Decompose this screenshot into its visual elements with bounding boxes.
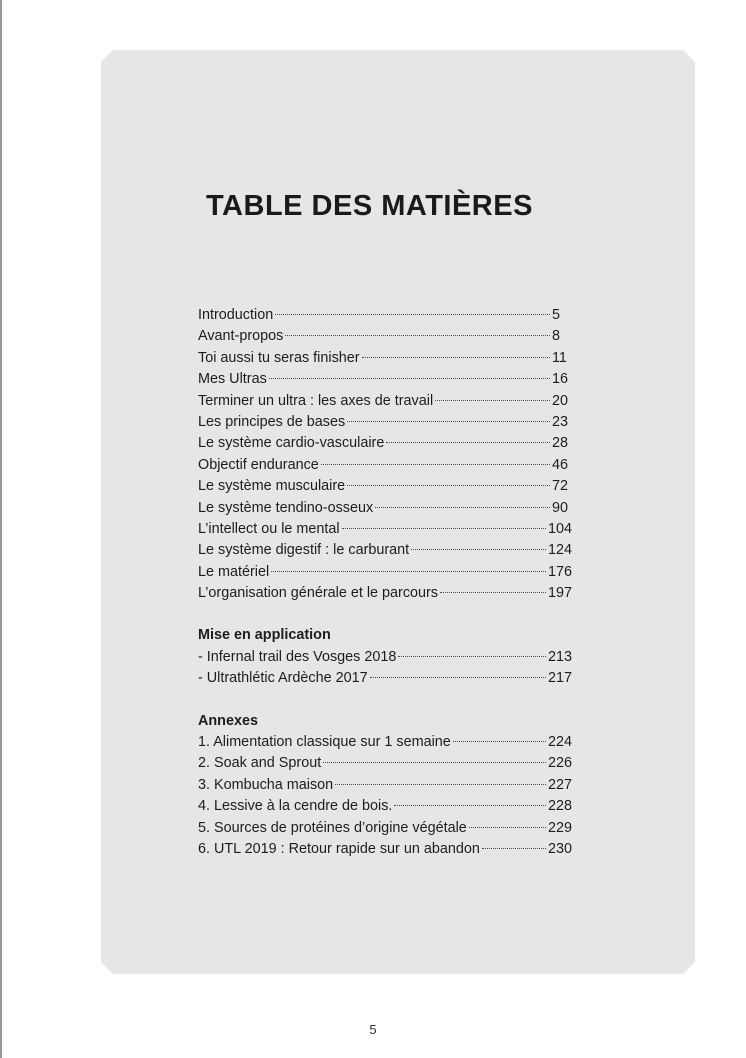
toc-application-list: [198, 647, 572, 690]
toc-entry: [198, 796, 572, 817]
toc-entry-label: - Ultrathlétic Ardèche 2017: [198, 670, 368, 687]
toc-entry-label: Le système cardio-vasculaire: [198, 435, 385, 452]
table-of-contents: [198, 305, 572, 860]
toc-entry: [198, 476, 572, 497]
toc-entry-page: 72: [552, 478, 569, 495]
toc-entry: [198, 391, 572, 412]
dot-leader: [271, 571, 546, 572]
toc-entry-page: 227: [547, 776, 572, 793]
toc-entry-label: Les principes de bases: [198, 413, 346, 430]
toc-entry-label: Objectif endurance: [198, 456, 319, 473]
toc-entry: [198, 647, 572, 668]
dot-leader: [370, 677, 546, 678]
toc-entry-page: 46: [552, 456, 569, 473]
toc-entry-page: 228: [547, 798, 572, 815]
toc-entry-page: 229: [547, 819, 572, 836]
section-heading-annexes: Annexes: [198, 712, 258, 729]
dot-leader: [394, 805, 546, 806]
toc-entry-label: Terminer un ultra : les axes de travail: [198, 392, 434, 409]
toc-entry-label: Le système tendino-osseux: [198, 499, 374, 516]
toc-entry-page: 230: [547, 840, 572, 857]
toc-entry: [198, 498, 572, 519]
toc-entry: [198, 583, 572, 604]
dot-leader: [453, 741, 546, 742]
toc-entry-label: Le système digestif : le carburant: [198, 542, 410, 559]
dot-leader: [335, 784, 546, 785]
toc-entry: [198, 433, 572, 454]
toc-entry-page: 217: [547, 670, 572, 687]
dot-leader: [342, 528, 546, 529]
dot-leader: [386, 442, 550, 443]
toc-entry: [198, 668, 572, 689]
toc-entry: [198, 839, 572, 860]
toc-entry-label: 4. Lessive à la cendre de bois.: [198, 798, 393, 815]
dot-leader: [269, 378, 550, 379]
dot-leader: [398, 656, 546, 657]
toc-entry-label: Toi aussi tu seras finisher: [198, 349, 360, 366]
toc-entry: [198, 540, 572, 561]
dot-leader: [323, 762, 546, 763]
toc-entry-page: 176: [547, 563, 572, 580]
toc-entry: [198, 348, 572, 369]
toc-entry: [198, 818, 572, 839]
toc-entry-page: 124: [547, 542, 572, 559]
page-title: TABLE DES MATIÈRES: [206, 190, 533, 222]
dot-leader: [275, 314, 550, 315]
toc-entry-page: 20: [552, 392, 569, 409]
toc-entry-page: 23: [552, 413, 569, 430]
toc-entry-label: 2. Soak and Sprout: [198, 755, 322, 772]
toc-entry-page: 16: [552, 371, 569, 388]
dot-leader: [435, 400, 550, 401]
toc-entry-label: Le matériel: [198, 563, 270, 580]
toc-entry-page: 104: [547, 520, 572, 537]
toc-entry-label: Le système musculaire: [198, 478, 346, 495]
page-edge: [0, 0, 2, 1058]
toc-entry: [198, 562, 572, 583]
toc-entry: [198, 732, 572, 753]
dot-leader: [411, 549, 546, 550]
toc-entry-page: 11: [552, 349, 567, 366]
toc-entry: [198, 326, 572, 347]
dot-leader: [440, 592, 546, 593]
section-heading-application: Mise en application: [198, 627, 331, 644]
dot-leader: [285, 335, 550, 336]
toc-entry-label: 3. Kombucha maison: [198, 776, 334, 793]
toc-entry-label: 5. Sources de protéines d’origine végétale: [198, 819, 467, 836]
toc-entry-page: 28: [552, 435, 569, 452]
toc-entry: [198, 369, 572, 390]
dot-leader: [347, 421, 550, 422]
toc-entry-page: 226: [547, 755, 572, 772]
toc-entry: [198, 455, 572, 476]
toc-entry-label: - Infernal trail des Vosges 2018: [198, 648, 397, 665]
dot-leader: [347, 485, 550, 486]
toc-entry-page: 8: [552, 328, 561, 345]
dot-leader: [375, 507, 550, 508]
dot-leader: [362, 357, 550, 358]
dot-leader: [482, 848, 546, 849]
toc-entry-label: L’organisation générale et le parcours: [198, 585, 439, 602]
toc-entry: [198, 305, 572, 326]
page-number: 5: [369, 1022, 377, 1037]
dot-leader: [469, 827, 546, 828]
toc-entry: [198, 753, 572, 774]
toc-entry: [198, 519, 572, 540]
toc-annexes-list: [198, 732, 572, 860]
toc-entry: [198, 775, 572, 796]
dot-leader: [321, 464, 550, 465]
toc-entry-page: 213: [547, 648, 572, 665]
toc-entry-label: Mes Ultras: [198, 371, 267, 388]
toc-entry-label: 1. Alimentation classique sur 1 semaine: [198, 734, 451, 751]
toc-entry-page: 5: [552, 307, 561, 323]
toc-entry-label: 6. UTL 2019 : Retour rapide sur un abandon: [198, 840, 480, 857]
toc-entry-page: 224: [547, 734, 572, 751]
toc-entry-page: 90: [552, 499, 569, 516]
toc-main-list: [198, 305, 572, 604]
toc-entry-label: L’intellect ou le mental: [198, 520, 340, 537]
toc-entry-label: Avant-propos: [198, 328, 284, 345]
toc-entry-page: 197: [547, 585, 572, 602]
toc-entry-label: Introduction: [198, 307, 274, 323]
toc-entry: [198, 412, 572, 433]
